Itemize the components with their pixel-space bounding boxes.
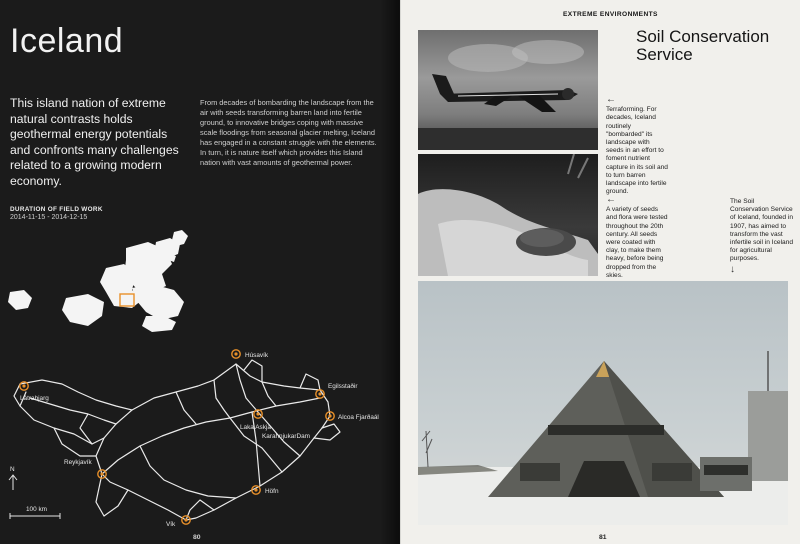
locator-map xyxy=(6,228,206,338)
photo-plane xyxy=(418,30,598,150)
label-latrabjarg: Látrabjarg xyxy=(20,395,49,402)
caption-1-text: Terraforming. For decades, Iceland routinely "bombarded" its landscape with seeds in an effort to foment nutrient capture in its soil and to turn barren landscape into fertile ground. xyxy=(606,106,668,196)
scale-label: 100 km xyxy=(26,506,47,513)
label-reykjavik: Reykjavík xyxy=(64,459,92,466)
label-vik: Vík xyxy=(166,521,176,528)
body-paragraph: From decades of bombarding the landscape from the air with seeds transforming barren land into fertile ground, to innovative bridges coping with massive scale floodings from seasonal glacier melting, Iceland has engaged in a constant struggle with the elements. In turn, it is nature itself which provides this Island nation with vast amounts of geothermal power. xyxy=(200,98,377,167)
arrow-left-icon: ← xyxy=(606,94,616,105)
section-label: EXTREME ENVIRONMENTS xyxy=(563,11,658,18)
duration-value: 2014-11-15 - 2014-12-15 xyxy=(10,214,88,221)
label-laka-askja: Laka Askja xyxy=(240,424,271,431)
right-page xyxy=(400,0,800,544)
caption-soil-service xyxy=(730,198,794,276)
duration-label: DURATION OF FIELD WORK xyxy=(10,206,103,213)
page-number-left: 80 xyxy=(193,534,201,541)
page-number-right: 81 xyxy=(599,534,607,541)
caption-2-text: A variety of seeds and flora were tested throughout the 20th century. All seeds were coated with clay, to make them heavy, before being dropped from the skies. xyxy=(606,206,668,279)
caption-3-text: The Soil Conservation Service of Iceland, founded in 1907, has aimed to transform the vast infertile soil in Iceland for agricultural purposes. xyxy=(730,198,794,263)
photo-pyramid-building xyxy=(418,281,788,525)
arrow-left-icon: ← xyxy=(606,194,616,205)
arrow-down-icon: ↓ xyxy=(730,263,735,275)
label-egilsstadir: Egilsstaðir xyxy=(328,383,358,390)
label-karahnjukar: KarahnjukarDam xyxy=(262,433,310,440)
label-husavik: Húsavík xyxy=(245,352,269,359)
north-arrow-icon xyxy=(9,475,17,490)
iceland-road-map xyxy=(0,340,400,544)
caption-terraforming xyxy=(606,96,668,196)
photo-seeds-hand xyxy=(418,154,598,276)
lead-paragraph: This island nation of extreme natural contrasts holds geothermal energy potentials and confronts many challenges related to a growing modern economy. xyxy=(10,96,179,188)
label-alcoa: Alcoa Fjarðaál xyxy=(338,414,379,421)
label-hofn: Höfn xyxy=(265,488,279,495)
north-label: N xyxy=(10,466,15,473)
caption-seeds xyxy=(606,196,670,280)
page-title: Soil Conservation Service xyxy=(636,27,770,64)
page-title: Iceland xyxy=(10,22,124,60)
